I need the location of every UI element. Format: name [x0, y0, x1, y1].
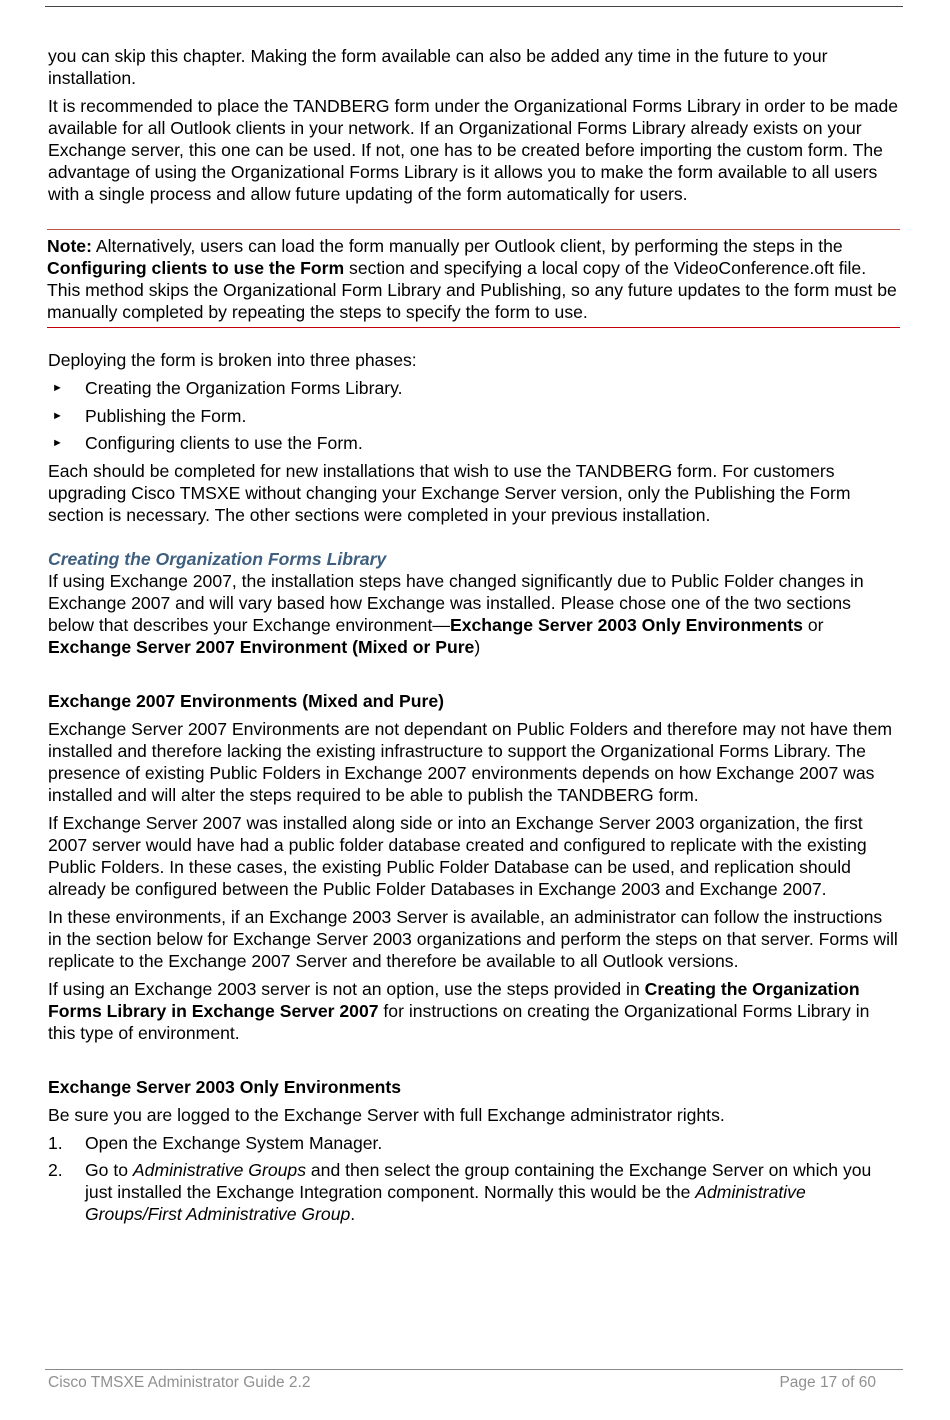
exchange-2007-bold-ref: Creating the Organization Forms Library in Exchange Server 2007: [48, 978, 860, 1021]
bullet-triangle-icon: ►: [52, 382, 63, 394]
page-number: Page 17 of 60: [779, 1374, 876, 1391]
intro-paragraph-1: you can skip this chapter. Making the form available can also be added any time in the future to your installation.: [48, 46, 828, 88]
section-bold-1: Exchange Server 2003 Only Environments: [449, 614, 803, 635]
exchange-2007-heading: Exchange 2007 Environments (Mixed and Pure): [48, 690, 444, 711]
note-text-2: section and specifying a local copy of the VideoConference.oft file. This method skips the Organizational Form Library and Publishing, so any future updates to the form must be manually completed by repeating the steps to specify the form to use.: [47, 258, 897, 322]
note-bold-link: Configuring clients to use the Form: [47, 258, 345, 278]
intro-paragraph-2: It is recommended to place the TANDBERG form under the Organizational Forms Library in order to be made available for all Outlook clients in your network. If an Organizational Forms Library already exists on your Exchange server, this one can be used. If not, one has to be created before importing the custom form. The advantage of using the Organizational Forms Library is it allows you to make the form available to all users with a single process and allow future updating of the form automatically for users.: [48, 96, 899, 204]
section-paragraph: If using Exchange 2007, the installation steps have changed significantly due to Public Folder changes in Exchange 2007 and will vary based how Exchange was installed. Please chose one of the two sections below that describes your Exchange environment—Exchange Server 2003 Only Environments or Exchange Server 2007 Environment (Mixed or Pure): [48, 570, 864, 657]
page-body: [48, 45, 900, 1231]
bullet-triangle-icon: ►: [52, 409, 63, 422]
page-footer: [45, 1369, 903, 1391]
bullet-triangle-icon: ►: [52, 437, 63, 449]
exchange-2007-paragraph-4: If using an Exchange 2003 server is not an option, use the steps provided in Creating the Organization Forms Library in Exchange Server 2007 for instructions on creating the Organizational Forms Library in this type of environment.: [48, 978, 870, 1043]
section-heading: Creating the Organization Forms Library: [48, 548, 387, 569]
exchange-2003-heading: Exchange Server 2003 Only Environments: [48, 1076, 402, 1097]
list-item: ► Publishing the Form.: [52, 405, 247, 426]
exchange-2007-paragraph-1: Exchange Server 2007 Environments are not dependant on Public Folders and therefore may not have them installed and therefore lacking the existing infrastructure to support the Organizational Forms Library. The presence of existing Public Folders in Exchange 2007 environments depends on how Exchange 2007 was installed and will alter the steps required to be able to publish the TANDBERG form.: [48, 718, 893, 805]
note-text-1: Alternatively, users can load the form manually per Outlook client, by performing the steps in the: [91, 236, 843, 256]
exchange-2003-intro: Be sure you are logged to the Exchange Server with full Exchange administrator rights.: [48, 1104, 725, 1125]
section-bold-2: Exchange Server 2007 Environment (Mixed or Pure: [48, 636, 475, 657]
phases-after: Each should be completed for new installations that wish to use the TANDBERG form. For customers upgrading Cisco TMSXE without changing your Exchange Server version, only the Publishing the Form section is necessary. The other sections were completed in your previous installation.: [48, 460, 851, 525]
steps-list: [48, 1132, 900, 1226]
phases-list: [48, 377, 900, 454]
list-item: ► Creating the Organization Forms Library.: [52, 378, 403, 398]
exchange-2007-paragraph-3: In these environments, if an Exchange 2003 Server is available, an administrator can follow the instructions in the section below for Exchange Server 2003 organizations and perform the steps on that server. Forms will replicate to the Exchange 2007 Server and therefore be available to all Outlook versions.: [48, 906, 898, 971]
note-box: [47, 229, 900, 328]
footer-title: Cisco TMSXE Administrator Guide 2.2: [48, 1374, 311, 1391]
list-item: ► Configuring clients to use the Form.: [52, 433, 363, 453]
note-label: Note:: [47, 236, 92, 256]
exchange-2007-paragraph-2: If Exchange Server 2007 was installed along side or into an Exchange Server 2003 organization, the first 2007 server would have had a public folder database created and configured to replicate with the existing Public Folders. In these cases, the existing Public Folder Database can be used, and replication should already be configured between the Public Folder Databases in Exchange 2003 and Exchange 2007.: [48, 812, 867, 899]
header-rule: [45, 6, 903, 7]
step-item: 1. Open the Exchange System Manager.: [48, 1132, 383, 1153]
step-item: 2. Go to Administrative Groups and then select the group containing the Exchange Server on which you just installed the Exchange Integration component. Normally this would be the Administrative Groups/First Administrative Group.: [48, 1160, 872, 1224]
phases-intro: Deploying the form is broken into three phases:: [48, 350, 417, 370]
